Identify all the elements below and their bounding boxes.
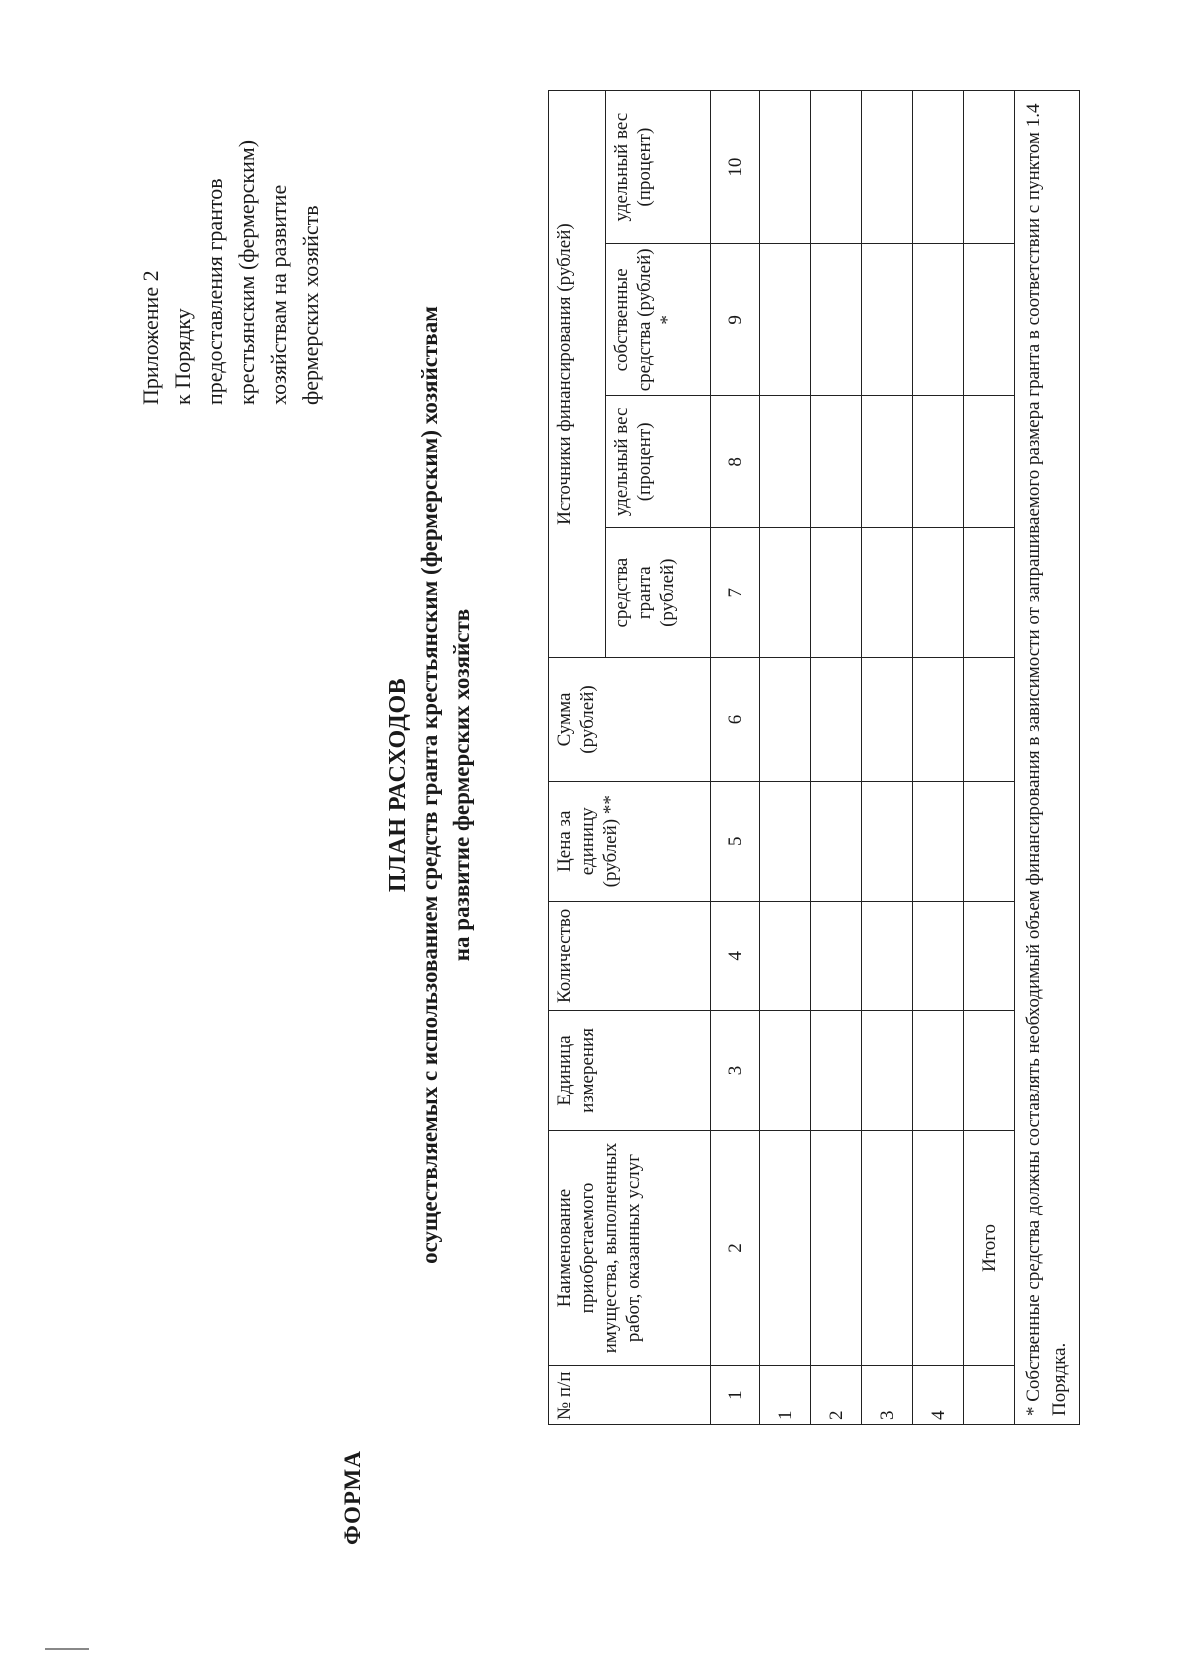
header-own: собственные средства (рублей) * — [606, 244, 711, 396]
column-number: 3 — [711, 1011, 760, 1131]
header-price: Цена за единицу (рублей) ** — [549, 781, 711, 901]
column-number: 2 — [711, 1130, 760, 1365]
table-cell[interactable] — [811, 781, 862, 901]
annex-line: Приложение 2 — [138, 270, 163, 405]
table-cell[interactable] — [811, 1011, 862, 1131]
annex-block — [135, 45, 327, 405]
column-number: 10 — [711, 91, 760, 244]
row-number: 2 — [811, 1366, 862, 1425]
table-cell[interactable] — [760, 396, 811, 528]
table-cell[interactable] — [811, 901, 862, 1011]
table-cell[interactable] — [913, 528, 964, 658]
table-cell[interactable] — [862, 781, 913, 901]
table-cell[interactable] — [862, 1130, 913, 1365]
table-cell[interactable] — [964, 901, 1015, 1011]
table-cell[interactable] — [760, 901, 811, 1011]
header-grant-share: удельный вес (процент) — [606, 396, 711, 528]
table-cell[interactable] — [760, 1130, 811, 1365]
table-cell[interactable] — [913, 658, 964, 782]
table-cell[interactable] — [913, 1011, 964, 1131]
table-cell[interactable] — [913, 1130, 964, 1365]
table-cell[interactable] — [760, 658, 811, 782]
title-line-1: ПЛАН РАСХОДОВ — [385, 677, 411, 893]
table-cell[interactable] — [964, 91, 1015, 244]
table-cell[interactable] — [964, 244, 1015, 396]
header-name: Наименование приобретаемого имущества, выполненных работ, оказанных услуг — [549, 1130, 711, 1365]
table-cell[interactable] — [964, 658, 1015, 782]
table-cell[interactable] — [862, 1011, 913, 1131]
column-number: 8 — [711, 396, 760, 528]
table-cell[interactable] — [811, 91, 862, 244]
table-cell[interactable] — [760, 244, 811, 396]
table-row — [760, 91, 811, 1425]
header-own-share: удельный вес (процент) — [606, 91, 711, 244]
table-row — [811, 91, 862, 1425]
expense-plan-table — [548, 90, 1080, 1425]
table-cell[interactable] — [811, 396, 862, 528]
table-row — [862, 91, 913, 1425]
annex-line: хозяйствам на развитие — [266, 184, 291, 405]
table-cell[interactable] — [964, 396, 1015, 528]
header-sum: Сумма (рублей) — [549, 658, 711, 782]
table-cell[interactable] — [760, 528, 811, 658]
column-number: 7 — [711, 528, 760, 658]
header-row — [549, 91, 606, 1425]
table-cell[interactable] — [811, 1130, 862, 1365]
footnote: * Собственные средства должны составлять необходимый объем финансирования в зависимости от запрашиваемого размера гранта в соответствии с пунктом 1.4 Порядка. — [1015, 91, 1080, 1425]
document-sheet — [50, 25, 1090, 1545]
total-row — [964, 91, 1015, 1425]
column-number: 1 — [711, 1366, 760, 1425]
scan-mark — [45, 1648, 89, 1650]
annex-line: крестьянским (фермерским) — [234, 139, 259, 405]
table-cell[interactable] — [862, 528, 913, 658]
column-number-row — [711, 91, 760, 1425]
document-title — [382, 25, 478, 1545]
form-label: ФОРМА — [340, 1450, 365, 1545]
table-cell[interactable] — [913, 244, 964, 396]
header-sources: Источники финансирования (рублей) — [549, 91, 606, 658]
header-unit: Единица измерения — [549, 1011, 711, 1131]
table-cell[interactable] — [913, 901, 964, 1011]
row-number: 4 — [913, 1366, 964, 1425]
row-number: 3 — [862, 1366, 913, 1425]
column-number: 6 — [711, 658, 760, 782]
table-cell[interactable] — [811, 658, 862, 782]
table-cell[interactable] — [964, 1011, 1015, 1131]
table-cell[interactable] — [913, 396, 964, 528]
row-number: 1 — [760, 1366, 811, 1425]
table-cell[interactable] — [964, 528, 1015, 658]
header-qty: Количество — [549, 901, 711, 1011]
table-cell[interactable] — [964, 781, 1015, 901]
table-cell[interactable] — [862, 91, 913, 244]
total-label: Итого — [964, 1130, 1015, 1365]
title-line-3: на развитие фермерских хозяйств — [449, 608, 474, 962]
table-cell[interactable] — [760, 1011, 811, 1131]
table-cell[interactable] — [760, 91, 811, 244]
title-line-2: осуществляемых с использованием средств гранта крестьянским (фермерским) хозяйствам — [417, 306, 442, 1264]
table-cell[interactable] — [811, 244, 862, 396]
table-cell — [964, 1366, 1015, 1425]
table-cell[interactable] — [862, 396, 913, 528]
table-cell[interactable] — [862, 658, 913, 782]
column-number: 5 — [711, 781, 760, 901]
table-cell[interactable] — [760, 781, 811, 901]
annex-line: к Порядку — [170, 308, 195, 405]
table-cell[interactable] — [862, 244, 913, 396]
column-number: 4 — [711, 901, 760, 1011]
table-cell[interactable] — [913, 781, 964, 901]
column-number: 9 — [711, 244, 760, 396]
footnote-row — [1015, 91, 1080, 1425]
table-cell[interactable] — [862, 901, 913, 1011]
annex-line: предоставления грантов — [202, 178, 227, 405]
header-num: № п/п — [549, 1366, 711, 1425]
table-cell[interactable] — [811, 528, 862, 658]
table-cell[interactable] — [913, 91, 964, 244]
header-grant: средства гранта (рублей) — [606, 528, 711, 658]
table-row — [913, 91, 964, 1425]
annex-line: фермерских хозяйств — [298, 205, 323, 405]
